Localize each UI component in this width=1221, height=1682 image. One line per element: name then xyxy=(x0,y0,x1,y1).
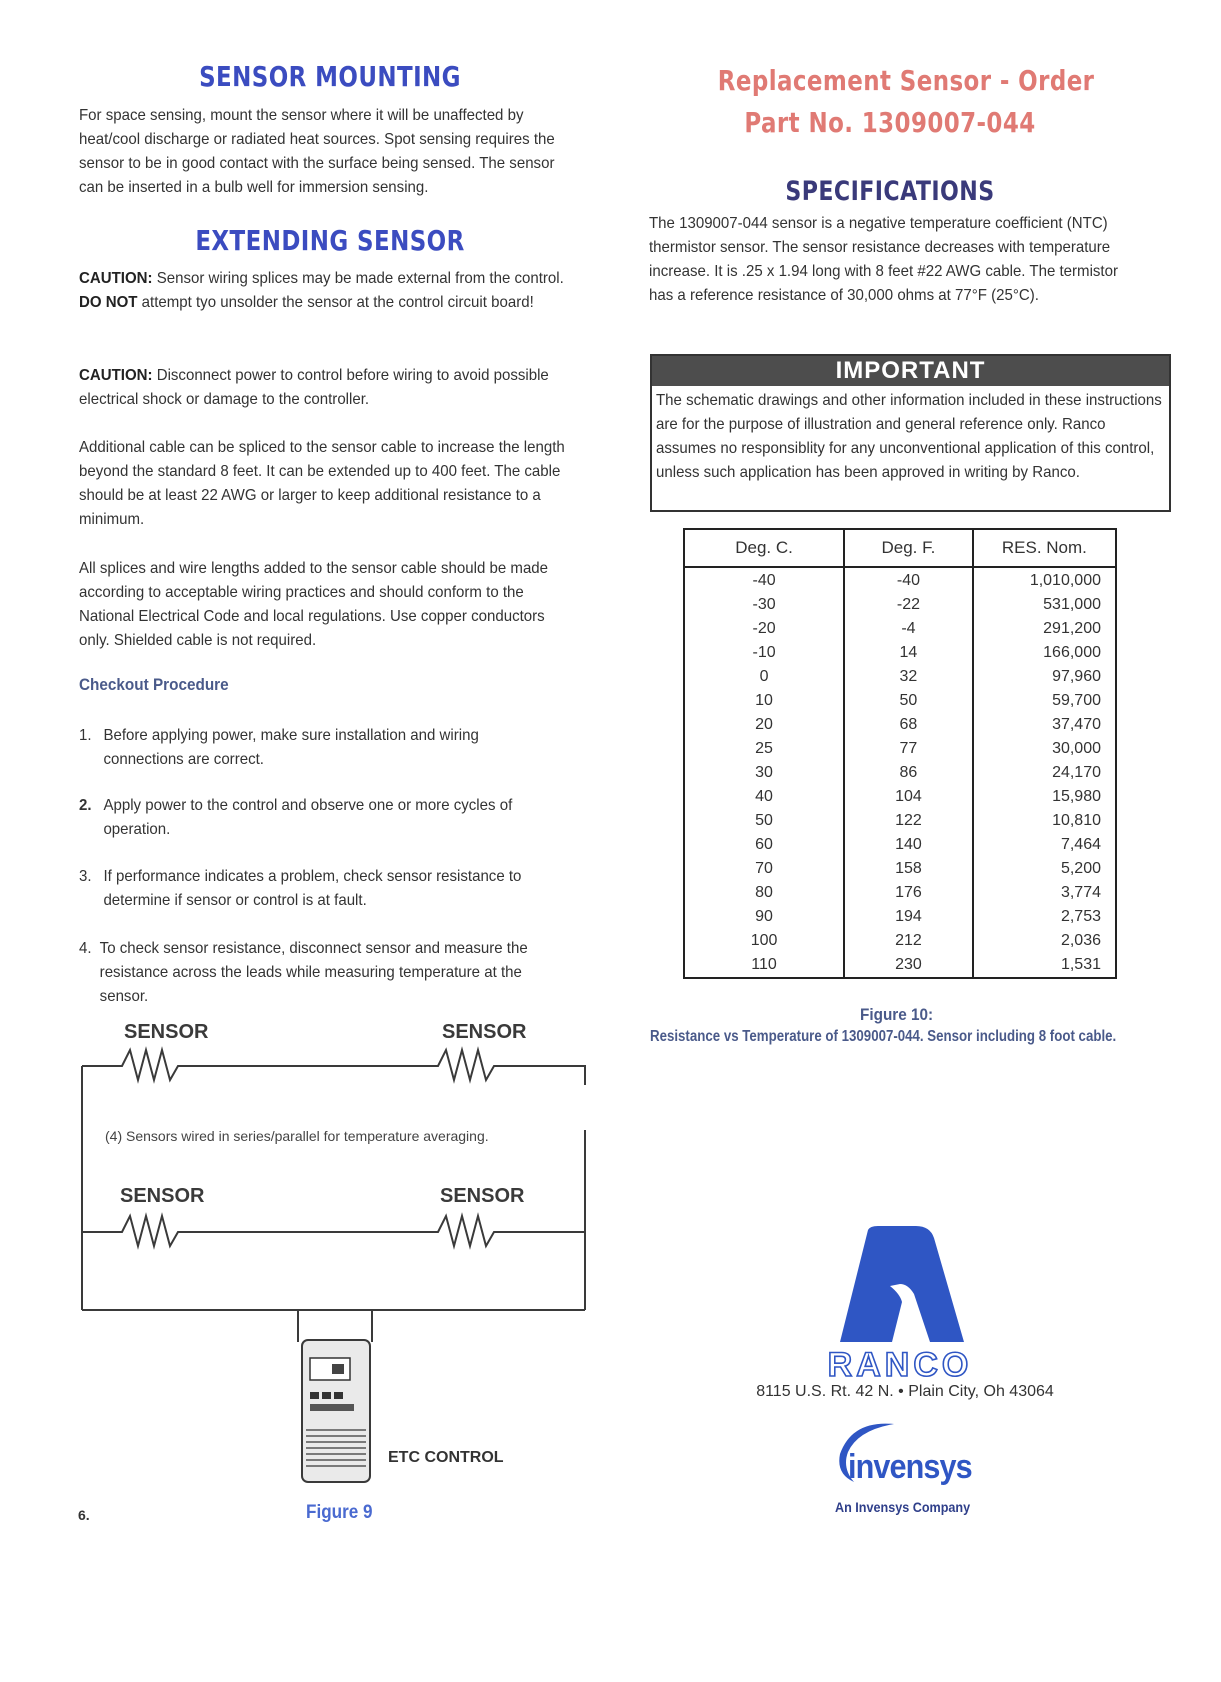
extending-sensor-heading: EXTENDING SENSOR xyxy=(195,224,465,257)
do-not-label: DO NOT xyxy=(79,294,138,311)
cell-deg-f: 158 xyxy=(844,857,973,881)
cell-deg-c: 20 xyxy=(684,713,844,737)
invensys-logo-text: invensys xyxy=(848,1448,972,1486)
step-text: Apply power to the control and observe one or more cycles of operation. xyxy=(103,797,513,838)
important-text: The schematic drawings and other information included in these instructions are for the purpose of illustration and general reference only. Ranco assumes no responsiblity for any unconventional application of this control, unless such application has been approved in writing by Ranco. xyxy=(656,392,1162,481)
mounting-paragraph: For space sensing, mount the sensor where it will be unaffected by heat/cool discharge or radiated heat sources. Spot sensing requires the sensor to be in good contact with the surface being sensed. The sensor can be inserted in a bulb well for immersion sensing. xyxy=(79,107,555,196)
figure-10-title: Figure 10: xyxy=(860,1005,934,1024)
step-number: 4. xyxy=(79,940,92,957)
table-row xyxy=(684,833,1116,857)
step-text: To check sensor resistance, disconnect sensor and measure the resistance across the leads while measuring temperature at the sensor. xyxy=(99,940,528,1005)
cell-deg-c: 100 xyxy=(684,929,844,953)
cell-deg-c: 80 xyxy=(684,881,844,905)
column-header-deg-c: Deg. C. xyxy=(684,529,844,567)
cell-resistance: 291,200 xyxy=(973,617,1116,641)
cell-resistance: 1,531 xyxy=(973,953,1116,978)
cell-deg-f: 122 xyxy=(844,809,973,833)
sensor-label-top-right: SENSOR xyxy=(442,1021,527,1043)
cell-deg-f: 86 xyxy=(844,761,973,785)
table-row xyxy=(684,641,1116,665)
cell-deg-c: -10 xyxy=(684,641,844,665)
cell-deg-f: 50 xyxy=(844,689,973,713)
table-row xyxy=(684,617,1116,641)
checkout-step-4 xyxy=(79,937,568,1011)
cell-deg-c: 0 xyxy=(684,665,844,689)
step-text: Before applying power, make sure installation and wiring connections are correct. xyxy=(103,727,479,768)
cell-deg-c: 40 xyxy=(684,785,844,809)
cell-deg-f: 230 xyxy=(844,953,973,978)
cell-resistance: 15,980 xyxy=(973,785,1116,809)
caution-power-paragraph xyxy=(79,364,568,412)
diagram-caption: (4) Sensors wired in series/parallel for temperature averaging. xyxy=(105,1128,489,1144)
part-number-heading: Part No. 1309007-044 xyxy=(744,106,1036,139)
cell-resistance: 37,470 xyxy=(973,713,1116,737)
table-header-row xyxy=(684,529,1116,567)
page-number: 6. xyxy=(78,1507,90,1523)
cell-deg-f: -4 xyxy=(844,617,973,641)
table-row xyxy=(684,593,1116,617)
table-row xyxy=(684,857,1116,881)
cell-deg-c: 30 xyxy=(684,761,844,785)
table-row xyxy=(684,567,1116,593)
middle-wire xyxy=(82,1216,585,1246)
figure-10-caption: Resistance vs Temperature of 1309007-044. Sensor including 8 foot cable. xyxy=(650,1028,1117,1045)
ranco-brand-name: RANCO xyxy=(827,1346,973,1384)
table-row xyxy=(684,737,1116,761)
important-title: IMPORTANT xyxy=(835,357,986,384)
step-number: 1. xyxy=(79,727,92,744)
caution-text-b: attempt tyo unsolder the sensor at the control circuit board! xyxy=(141,294,534,311)
cell-deg-f: -22 xyxy=(844,593,973,617)
cell-deg-c: 60 xyxy=(684,833,844,857)
figure-9-label: Figure 9 xyxy=(306,1502,373,1523)
cell-deg-f: 104 xyxy=(844,785,973,809)
table-row xyxy=(684,665,1116,689)
sensor-mounting-heading: SENSOR MOUNTING xyxy=(199,60,461,93)
cell-deg-f: 68 xyxy=(844,713,973,737)
column-header-resistance: RES. Nom. xyxy=(973,529,1116,567)
table-row xyxy=(684,713,1116,737)
cell-resistance: 5,200 xyxy=(973,857,1116,881)
table-row xyxy=(684,809,1116,833)
cell-resistance: 531,000 xyxy=(973,593,1116,617)
ranco-logo-icon xyxy=(830,1224,970,1344)
cell-deg-c: 70 xyxy=(684,857,844,881)
cell-deg-f: 14 xyxy=(844,641,973,665)
ranco-address: 8115 U.S. Rt. 42 N. • Plain City, Oh 43064 xyxy=(756,1383,1054,1400)
checkout-step-1 xyxy=(79,724,530,774)
cell-deg-f: 32 xyxy=(844,665,973,689)
cell-deg-f: 194 xyxy=(844,905,973,929)
cell-deg-c: 50 xyxy=(684,809,844,833)
checkout-heading: Checkout Procedure xyxy=(79,675,229,694)
cell-resistance: 7,464 xyxy=(973,833,1116,857)
cell-deg-c: 25 xyxy=(684,737,844,761)
etc-control-label: ETC CONTROL xyxy=(388,1449,504,1466)
step-text: If performance indicates a problem, check sensor resistance to determine if sensor or control is at fault. xyxy=(103,868,522,909)
important-box xyxy=(650,354,1171,512)
cell-deg-f: 77 xyxy=(844,737,973,761)
cell-deg-c: -20 xyxy=(684,617,844,641)
cell-resistance: 59,700 xyxy=(973,689,1116,713)
cell-resistance: 2,036 xyxy=(973,929,1116,953)
important-title-bar xyxy=(652,356,1169,386)
checkout-step-2 xyxy=(79,794,530,844)
cell-deg-f: 176 xyxy=(844,881,973,905)
table-row xyxy=(684,881,1116,905)
caution-label: CAUTION: xyxy=(79,367,153,384)
cell-deg-f: 140 xyxy=(844,833,973,857)
table-row xyxy=(684,929,1116,953)
cable-length-paragraph: Additional cable can be spliced to the sensor cable to increase the length beyond the standard 8 feet. It can be extended up to 400 feet. The cable should be at least 22 AWG or larger to keep additional resistance to a minimum. xyxy=(79,439,565,528)
resistance-table xyxy=(683,528,1117,979)
sensor-label-bottom-left: SENSOR xyxy=(120,1185,205,1207)
cell-deg-c: 110 xyxy=(684,953,844,978)
caution-label: CAUTION: xyxy=(79,270,153,287)
table-row xyxy=(684,761,1116,785)
top-wire xyxy=(82,1050,585,1085)
cell-resistance: 97,960 xyxy=(973,665,1116,689)
cell-resistance: 30,000 xyxy=(973,737,1116,761)
cell-deg-c: -30 xyxy=(684,593,844,617)
caution-power-text: Disconnect power to control before wiring to avoid possible electrical shock or damage to the controller. xyxy=(79,367,549,408)
step-number: 3. xyxy=(79,868,92,885)
cell-resistance: 3,774 xyxy=(973,881,1116,905)
cell-deg-c: 10 xyxy=(684,689,844,713)
column-header-deg-f: Deg. F. xyxy=(844,529,973,567)
cell-resistance: 166,000 xyxy=(973,641,1116,665)
cell-resistance: 10,810 xyxy=(973,809,1116,833)
invensys-subtitle: An Invensys Company xyxy=(835,1499,971,1515)
cell-deg-c: -40 xyxy=(684,567,844,593)
table-row xyxy=(684,905,1116,929)
splices-paragraph: All splices and wire lengths added to the sensor cable should be made according to acceptable wiring practices and should conform to the National Electrical Code and local regulations. Use copper conductors only. Shielded cable is not required. xyxy=(79,560,549,649)
table-row xyxy=(684,785,1116,809)
cell-deg-f: -40 xyxy=(844,567,973,593)
step-number: 2. xyxy=(79,797,92,814)
cell-resistance: 2,753 xyxy=(973,905,1116,929)
sensor-wiring-diagram xyxy=(70,1020,610,1490)
specifications-paragraph: The 1309007-044 sensor is a negative temperature coefficient (NTC) thermistor sensor. The sensor resistance decreases with temperature increase. It is .25 x 1.94 long with 8 feet #22 AWG cable. The termistor has a reference resistance of 30,000 ohms at 77°F (25°C). xyxy=(649,215,1118,304)
table-row xyxy=(684,689,1116,713)
replacement-sensor-heading: Replacement Sensor - Order xyxy=(717,64,1095,97)
caution-text-a: Sensor wiring splices may be made external from the control. xyxy=(156,270,564,287)
cell-resistance: 24,170 xyxy=(973,761,1116,785)
table-row xyxy=(684,953,1116,978)
sensor-label-bottom-right: SENSOR xyxy=(440,1185,525,1207)
cell-deg-f: 212 xyxy=(844,929,973,953)
sensor-label-top-left: SENSOR xyxy=(124,1021,209,1043)
etc-control-device xyxy=(302,1340,370,1482)
checkout-step-3 xyxy=(79,865,530,915)
specifications-heading: SPECIFICATIONS xyxy=(785,176,995,207)
cell-resistance: 1,010,000 xyxy=(973,567,1116,593)
cell-deg-c: 90 xyxy=(684,905,844,929)
caution-solder-paragraph xyxy=(79,267,568,315)
